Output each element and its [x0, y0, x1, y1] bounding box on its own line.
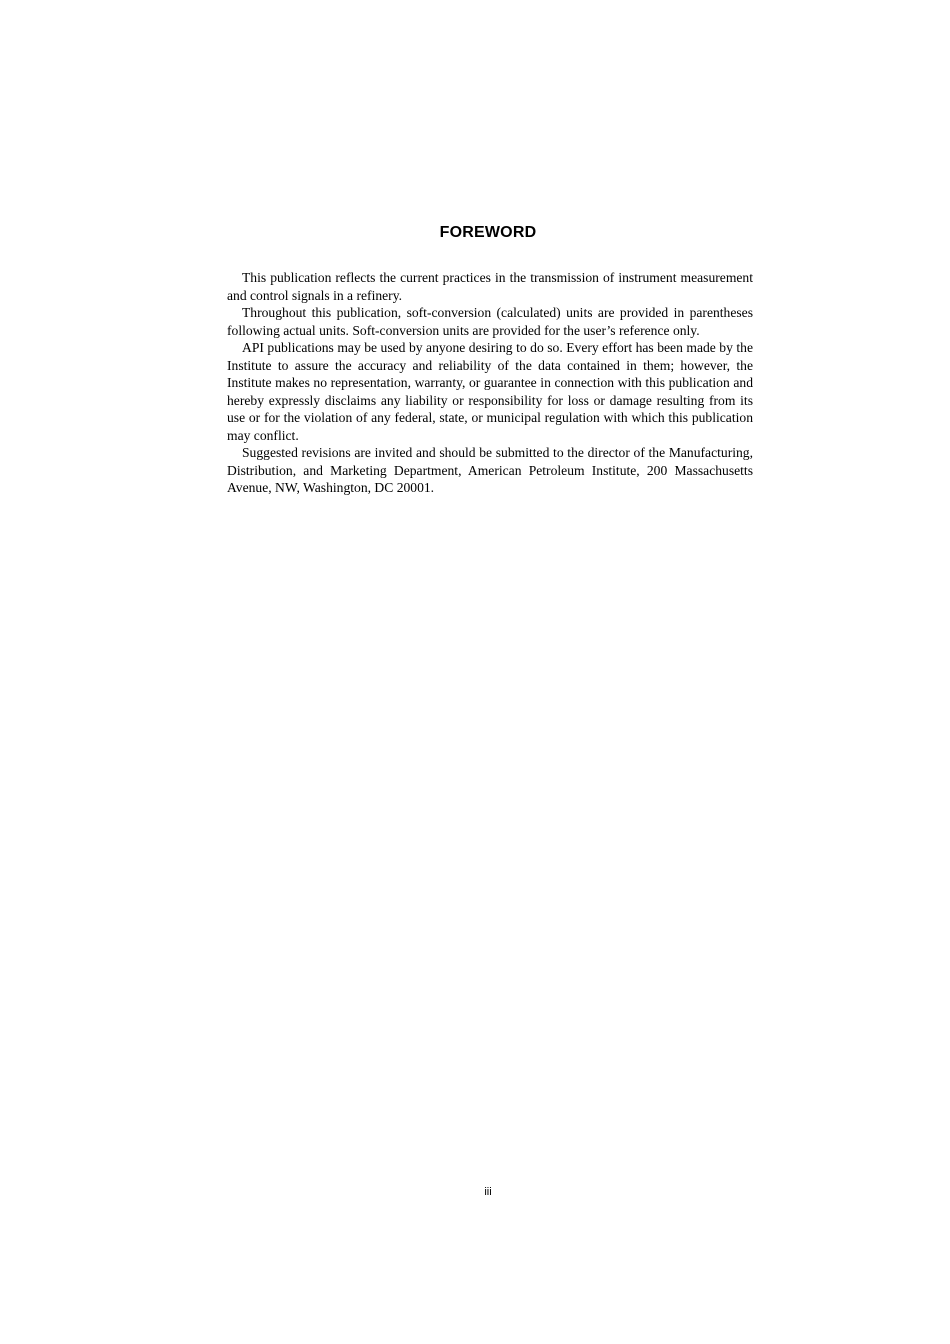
paragraph-units: Throughout this publication, soft-conversion (calculated) units are provided in parentheses following actual units. Soft-conversion units are provided for the user’s reference only. [227, 305, 753, 338]
paragraph-scope: This publication reflects the current practices in the transmission of instrument measurement and control signals in a refinery. [227, 270, 753, 303]
foreword-body [227, 269, 753, 497]
paragraph-disclaimer: API publications may be used by anyone desiring to do so. Every effort has been made by the Institute to assure the accuracy and reliability of the data contained in them; however, the Institute makes no representation, warranty, or guarantee in connection with this publication and hereby expressly disclaims any liability or responsibility for loss or damage resulting from its use or for the violation of any federal, state, or municipal regulation with which this publication may conflict. [227, 340, 753, 443]
paragraph-revisions: Suggested revisions are invited and should be submitted to the director of the Manufacturing, Distribution, and Marketing Department, American Petroleum Institute, 200 Massachusetts Avenue, NW, Washington, DC 20001. [227, 445, 753, 495]
page-title: FOREWORD [439, 224, 537, 241]
page-number: iii [484, 1186, 492, 1198]
